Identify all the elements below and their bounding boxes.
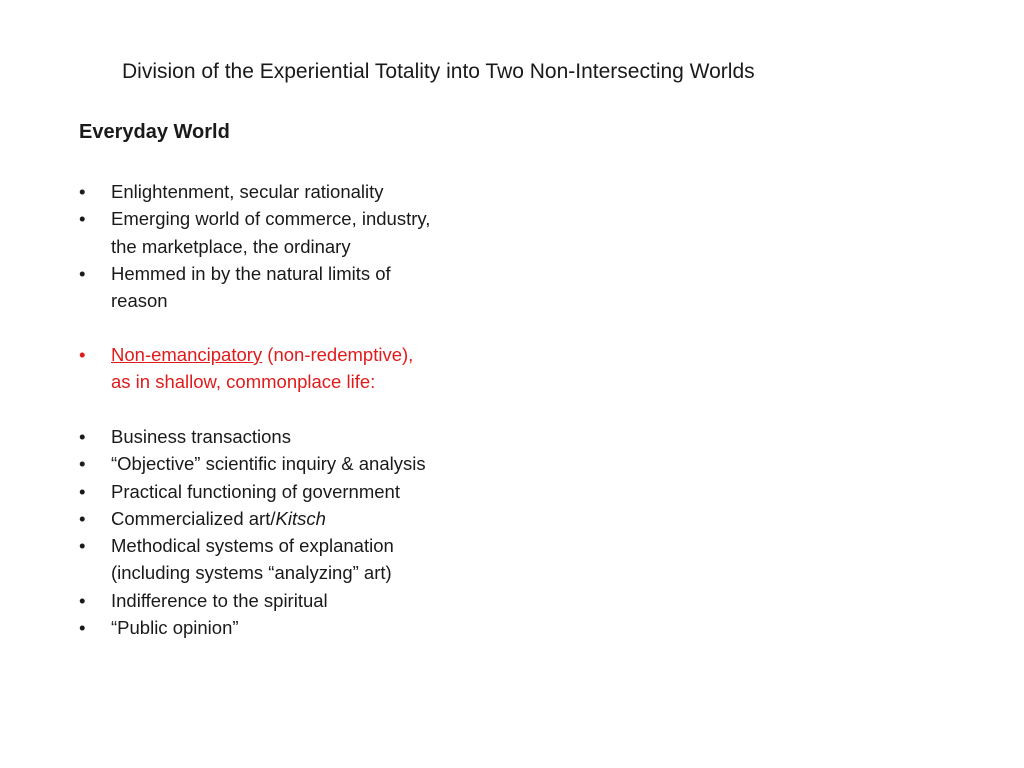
bullet-icon: • — [79, 344, 86, 365]
bullet-icon: • — [79, 208, 86, 230]
bullet-icon: • — [79, 262, 86, 284]
list-item — [79, 587, 499, 614]
list-item — [79, 478, 499, 505]
list-item — [79, 178, 499, 205]
list-item-text: Practical functioning of government — [111, 480, 400, 502]
list-item-text: (non-redemptive), — [262, 344, 414, 365]
italic-term: Kitsch — [275, 507, 326, 529]
list-item-text: Business transactions — [111, 426, 291, 447]
bullet-icon: • — [79, 480, 86, 502]
list-item-text: Enlightenment, secular rationality — [111, 181, 384, 202]
list-item-text: “Public opinion” — [111, 617, 239, 639]
bullet-list-characteristics — [79, 178, 499, 314]
bullet-icon: • — [79, 181, 86, 202]
list-item-text: Methodical systems of explanation — [111, 535, 394, 557]
bullet-icon: • — [79, 535, 86, 557]
list-item-text: Indifference to the spiritual — [111, 589, 328, 611]
bullet-list-highlight — [79, 341, 499, 396]
list-item-text-continued: as in shallow, commonplace life: — [111, 371, 376, 393]
list-item — [79, 614, 499, 641]
list-item — [79, 532, 499, 587]
list-item-text: Emerging world of commerce, industry, — [111, 208, 431, 230]
list-item — [79, 260, 499, 315]
list-item — [79, 505, 499, 532]
list-item — [79, 423, 499, 450]
bullet-list-examples — [79, 423, 499, 641]
slide-title: Division of the Experiential Totality into Two Non-Intersecting Worlds — [122, 60, 755, 83]
list-item-text: Hemmed in by the natural limits of — [111, 262, 391, 284]
bullet-icon: • — [79, 617, 86, 639]
list-item-text-continued: the marketplace, the ordinary — [111, 235, 351, 257]
bullet-icon: • — [79, 589, 86, 611]
bullet-icon: • — [79, 426, 86, 447]
list-item-text-continued: (including systems “analyzing” art) — [111, 562, 392, 584]
list-item-text: Commercialized art/ — [111, 507, 276, 529]
list-item-highlighted — [79, 341, 499, 396]
bullet-icon: • — [79, 507, 86, 529]
list-item-text: “Objective” scientific inquiry & analysis — [111, 453, 426, 475]
underlined-term: Non-emancipatory — [111, 344, 263, 365]
list-item — [79, 205, 499, 260]
list-item — [79, 450, 499, 477]
section-heading: Everyday World — [79, 121, 230, 143]
bullet-icon: • — [79, 453, 86, 475]
list-item-text-continued: reason — [111, 290, 168, 312]
